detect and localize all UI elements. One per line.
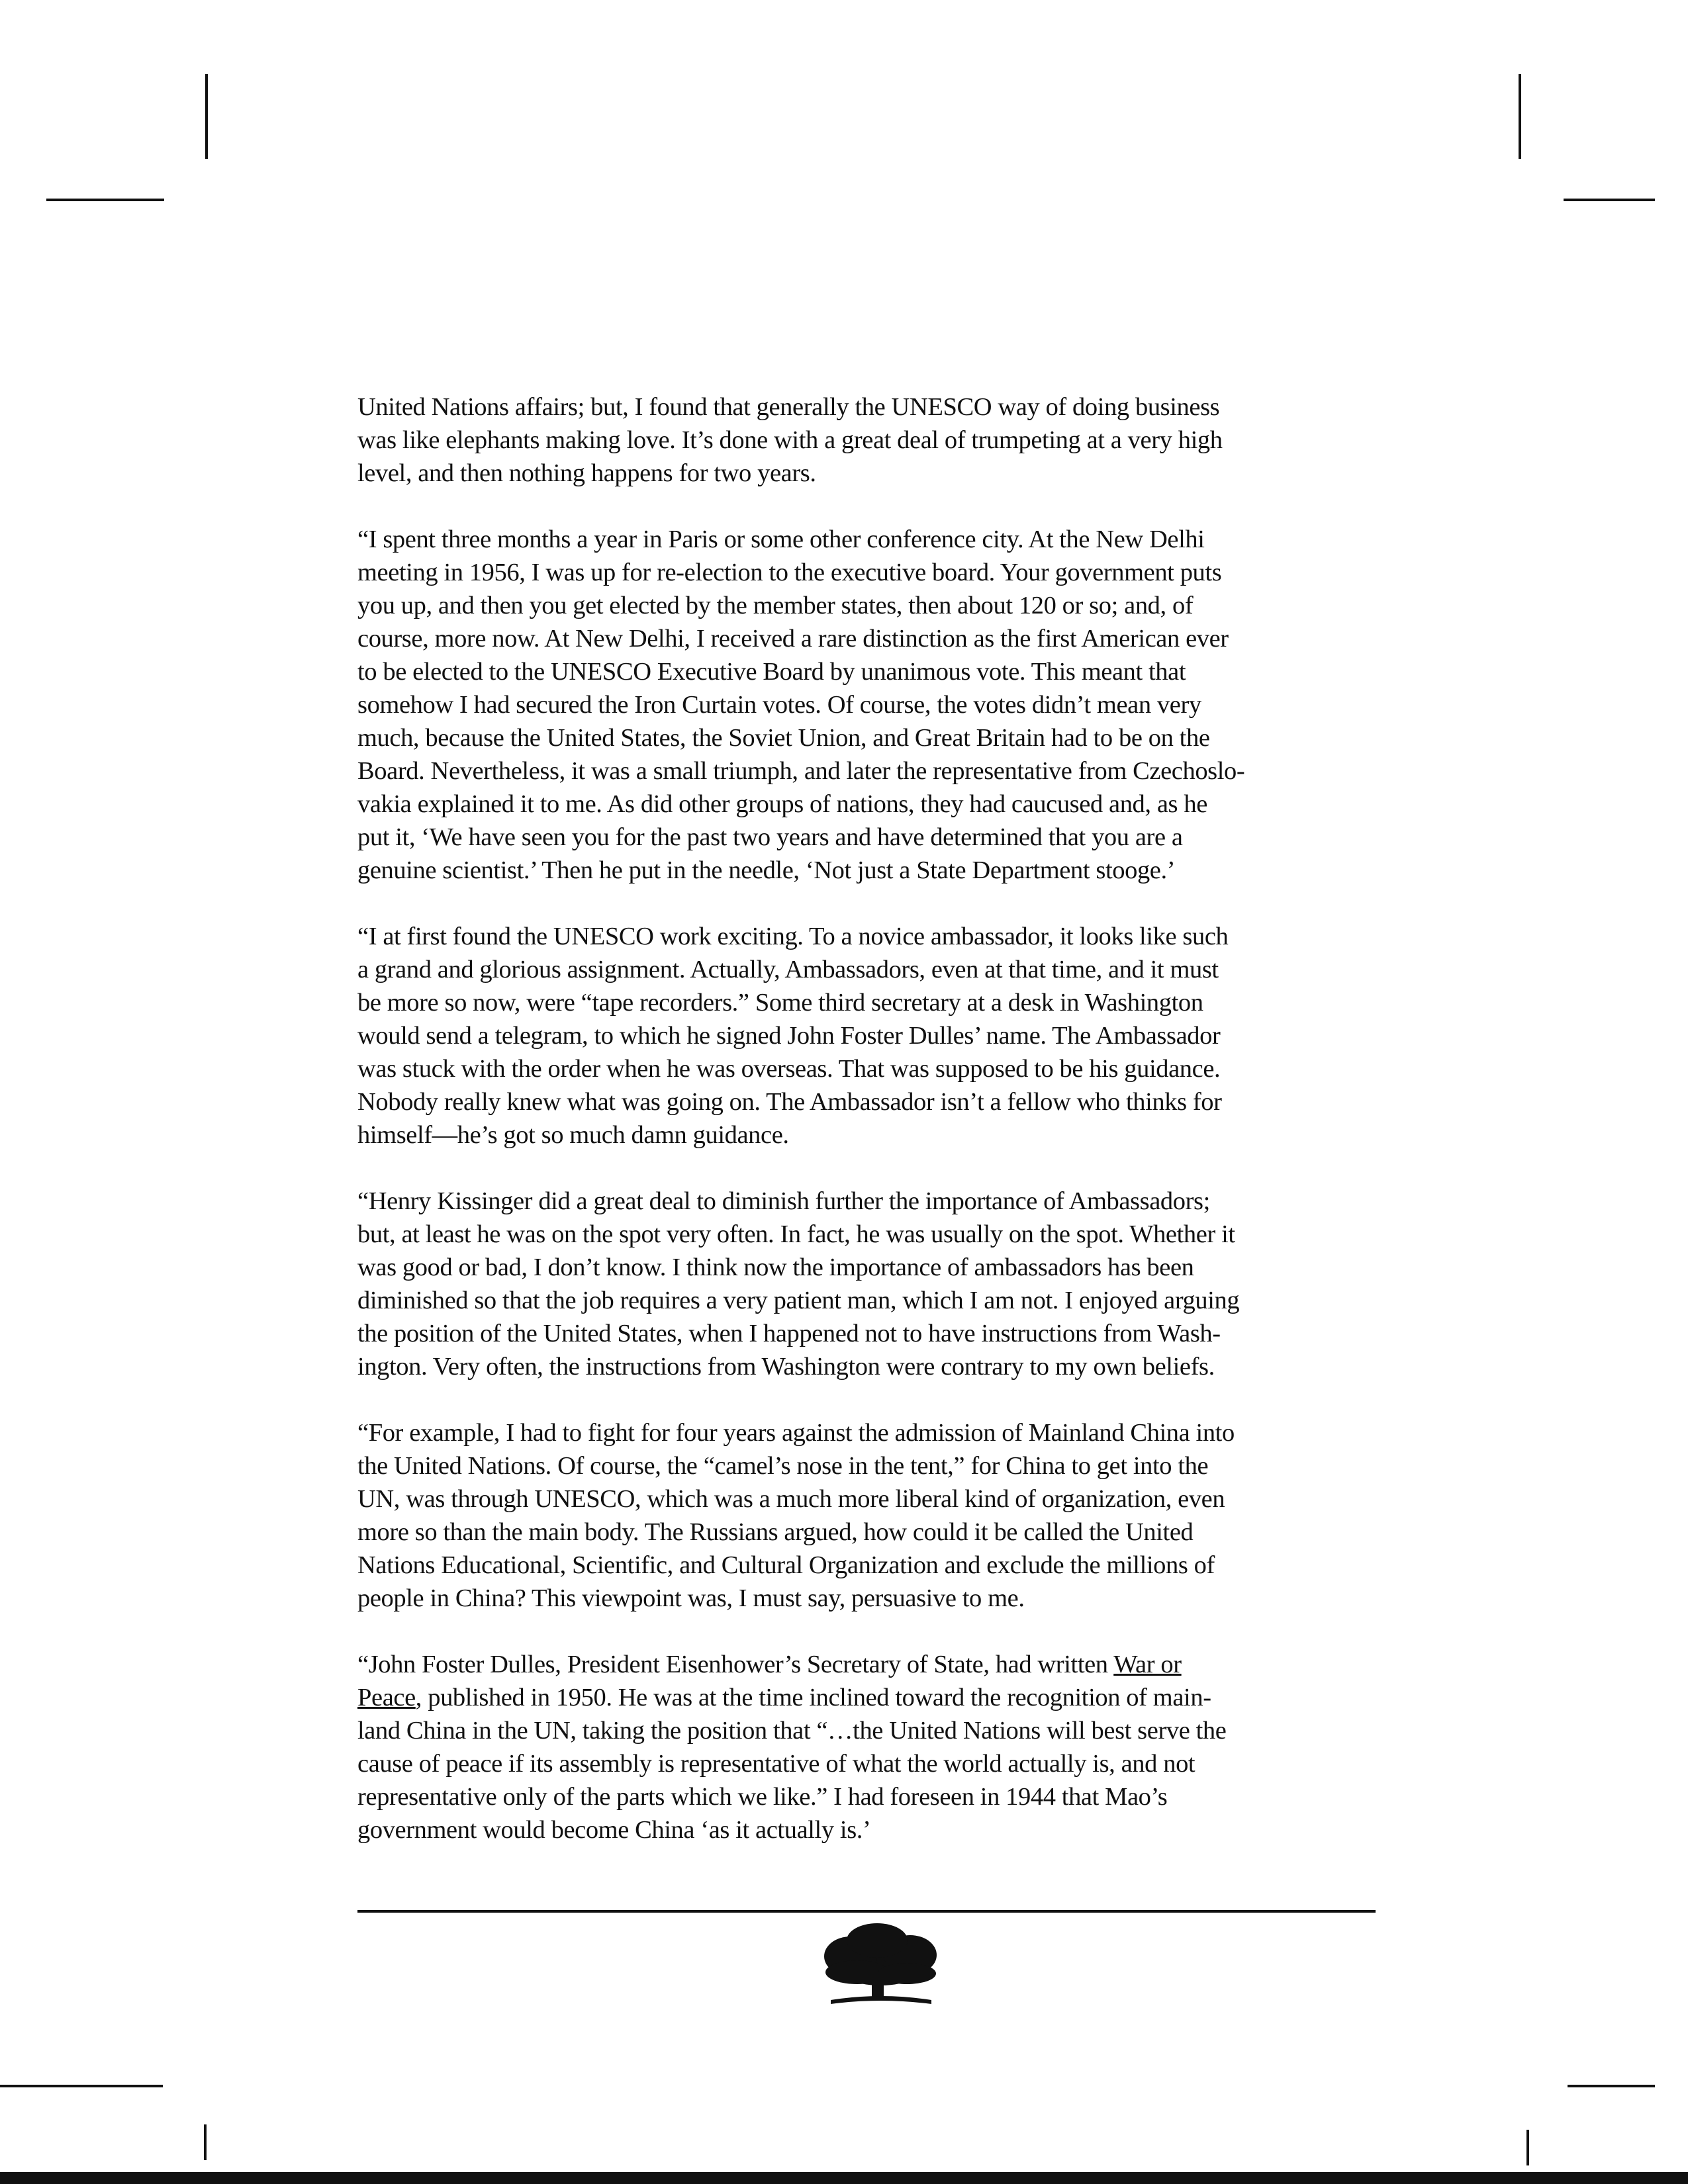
text-line: “I spent three months a year in Paris or some other conference city. At the New Delhi [357, 525, 1205, 553]
crop-mark-top-right-horizontal [1564, 199, 1655, 201]
text-line: more so than the main body. The Russians argued, how could it be called the United [357, 1518, 1194, 1546]
body-text [357, 390, 1370, 1880]
text-line: much, because the United States, the Soviet Union, and Great Britain had to be on the [357, 724, 1210, 752]
text-line: “For example, I had to fight for four years against the admission of Mainland China into [357, 1419, 1235, 1447]
crop-mark-bottom-left-vertical [204, 2124, 207, 2160]
text-line: level, and then nothing happens for two years. [357, 459, 816, 487]
crop-mark-top-right-vertical [1519, 74, 1521, 159]
text-line: himself—he’s got so much damn guidance. [357, 1121, 789, 1149]
paragraph [357, 1185, 1370, 1383]
text-line: somehow I had secured the Iron Curtain votes. Of course, the votes didn’t mean very [357, 691, 1201, 719]
paragraph [357, 390, 1370, 490]
footer-rule [357, 1910, 1376, 1913]
text-line: was like elephants making love. It’s done with a great deal of trumpeting at a very high [357, 426, 1223, 454]
text-line: ington. Very often, the instructions from Washington were contrary to my own beliefs. [357, 1353, 1215, 1381]
text-line: be more so now, were “tape recorders.” Some third secretary at a desk in Washington [357, 989, 1203, 1017]
book-title-part-1: War or [1113, 1651, 1182, 1678]
crop-mark-bottom-right-vertical [1526, 2130, 1529, 2165]
scan-bottom-edge [0, 2172, 1688, 2184]
dulles-line-2-text: , published in 1950. He was at the time inclined toward the recognition of main- [415, 1684, 1211, 1711]
text-line: the position of the United States, when I happened not to have instructions from Wash- [357, 1320, 1221, 1347]
dulles-line-6: government would become China ‘as it actually is.’ [357, 1816, 871, 1844]
text-line: Nations Educational, Scientific, and Cultural Organization and exclude the millions of [357, 1551, 1215, 1579]
text-line: meeting in 1956, I was up for re-election to the executive board. Your government puts [357, 559, 1222, 586]
text-line: “I at first found the UNESCO work exciting. To a novice ambassador, it looks like such [357, 923, 1229, 950]
paragraph [357, 523, 1370, 887]
crop-mark-top-left-horizontal [46, 199, 164, 201]
text-line: to be elected to the UNESCO Executive Board by unanimous vote. This meant that [357, 658, 1186, 686]
text-line: would send a telegram, to which he signed John Foster Dulles’ name. The Ambassador [357, 1022, 1221, 1050]
text-line: put it, ‘We have seen you for the past two years and have determined that you are a [357, 823, 1183, 851]
paragraph [357, 920, 1370, 1152]
text-line: vakia explained it to me. As did other groups of nations, they had caucused and, as he [357, 790, 1207, 818]
text-line: was good or bad, I don’t know. I think now the importance of ambassadors has been [357, 1253, 1194, 1281]
dulles-line-4: cause of peace if its assembly is representative of what the world actually is, and not [357, 1750, 1196, 1778]
crop-mark-bottom-right-horizontal [1568, 2085, 1655, 2087]
text-line: you up, and then you get elected by the member states, then about 120 or so; and, of [357, 592, 1194, 619]
text-line: the United Nations. Of course, the “camel’s nose in the tent,” for China to get into the [357, 1452, 1209, 1480]
dulles-line-1-text: “John Foster Dulles, President Eisenhower’s Secretary of State, had written [357, 1651, 1114, 1678]
text-line: “Henry Kissinger did a great deal to diminish further the importance of Ambassadors; [357, 1187, 1210, 1215]
book-title-part-2: Peace [357, 1684, 416, 1711]
text-line: people in China? This viewpoint was, I must say, persuasive to me. [357, 1584, 1025, 1612]
text-line: genuine scientist.’ Then he put in the needle, ‘Not just a State Department stooge.’ [357, 856, 1176, 884]
dulles-line-3: land China in the UN, taking the position that “…the United Nations will best serve the [357, 1717, 1227, 1745]
text-line: a grand and glorious assignment. Actually, Ambassadors, even at that time, and it must [357, 956, 1219, 983]
paragraph-dulles [357, 1648, 1370, 1846]
dulles-line-5: representative only of the parts which we like.” I had foreseen in 1944 that Mao’s [357, 1783, 1168, 1811]
text-line: but, at least he was on the spot very often. In fact, he was usually on the spot. Whether it [357, 1220, 1235, 1248]
text-line: UN, was through UNESCO, which was a much more liberal kind of organization, even [357, 1485, 1225, 1513]
text-line: Nobody really knew what was going on. The Ambassador isn’t a fellow who thinks for [357, 1088, 1222, 1116]
text-line: diminished so that the job requires a very patient man, which I am not. I enjoyed arguing [357, 1287, 1240, 1314]
paragraph [357, 1416, 1370, 1615]
oak-tree-logo-icon [811, 1918, 950, 2011]
text-line: Board. Nevertheless, it was a small triumph, and later the representative from Czechoslo- [357, 757, 1245, 785]
text-line: was stuck with the order when he was overseas. That was supposed to be his guidance. [357, 1055, 1221, 1083]
crop-mark-bottom-left-horizontal [0, 2085, 163, 2087]
text-line: course, more now. At New Delhi, I received a rare distinction as the first American ever [357, 625, 1229, 653]
text-line: United Nations affairs; but, I found that generally the UNESCO way of doing business [357, 393, 1220, 421]
crop-mark-top-left-vertical [205, 74, 208, 159]
